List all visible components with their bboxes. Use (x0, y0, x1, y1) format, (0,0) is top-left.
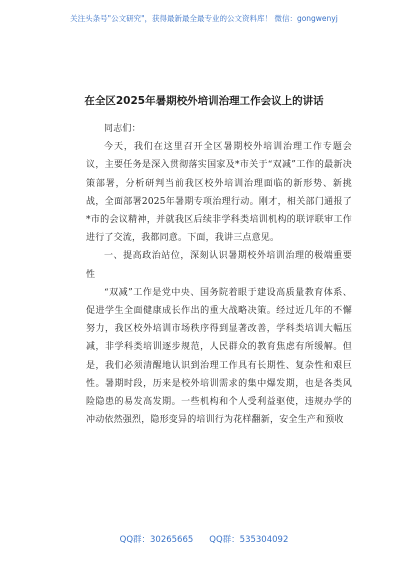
header-banner[interactable]: 关注头条号"公文研究"，获得最新最全最专业的公文资料库！ 微信：gongwenyj (70, 14, 338, 23)
paragraph-importance: “双减”工作是党中央、国务院着眼于建设高质量教育体系、促进学生全面健康成长作出的重大战略决策。经过近几年的不懈努力，我区校外培训市场秩序得到显著改善，学科类培训大幅压减，非学科类培训逐步规范，人民群众的教育焦虑有所缓解。但是，我们必须清醒地认识到治理工作具有长期性、复杂性和艰巨性。暑期时段，历来是校外培训需求的集中爆发期，也是各类风险隐患的易发高发期。一些机构和个人受利益驱使，违规办学的冲动依然强烈，隐形变异的培训行为花样翻新，安全生产和预收 (86, 287, 352, 426)
greeting: 同志们： (104, 124, 141, 134)
section-heading-1: 一、提高政治站位，深刻认识暑期校外培训治理的极端重要性 (86, 251, 352, 280)
paragraph-intro: 今天，我们在这里召开全区暑期校外培训治理工作专题会议，主要任务是深入贯彻落实国家及*市关于“双减”工作的最新决策部署，分析研判当前我区校外培训治理面临的新形势、新挑战，全面部署2025年暑期专项治理行动。刚才，相关部门通报了*市的会议精神，并就我区后续非学科类培训机构的联评联审工作进行了交流，我都同意。下面，我讲三点意见。 (86, 142, 352, 244)
footer-contacts (0, 533, 408, 545)
document-body (86, 117, 352, 429)
qq-group-2[interactable]: QQ群：535304092 (209, 535, 289, 545)
qq-group-1[interactable]: QQ群：30265665 (119, 535, 194, 545)
page-title: 在全区2025年暑期校外培训治理工作会议上的讲话 (84, 95, 324, 107)
